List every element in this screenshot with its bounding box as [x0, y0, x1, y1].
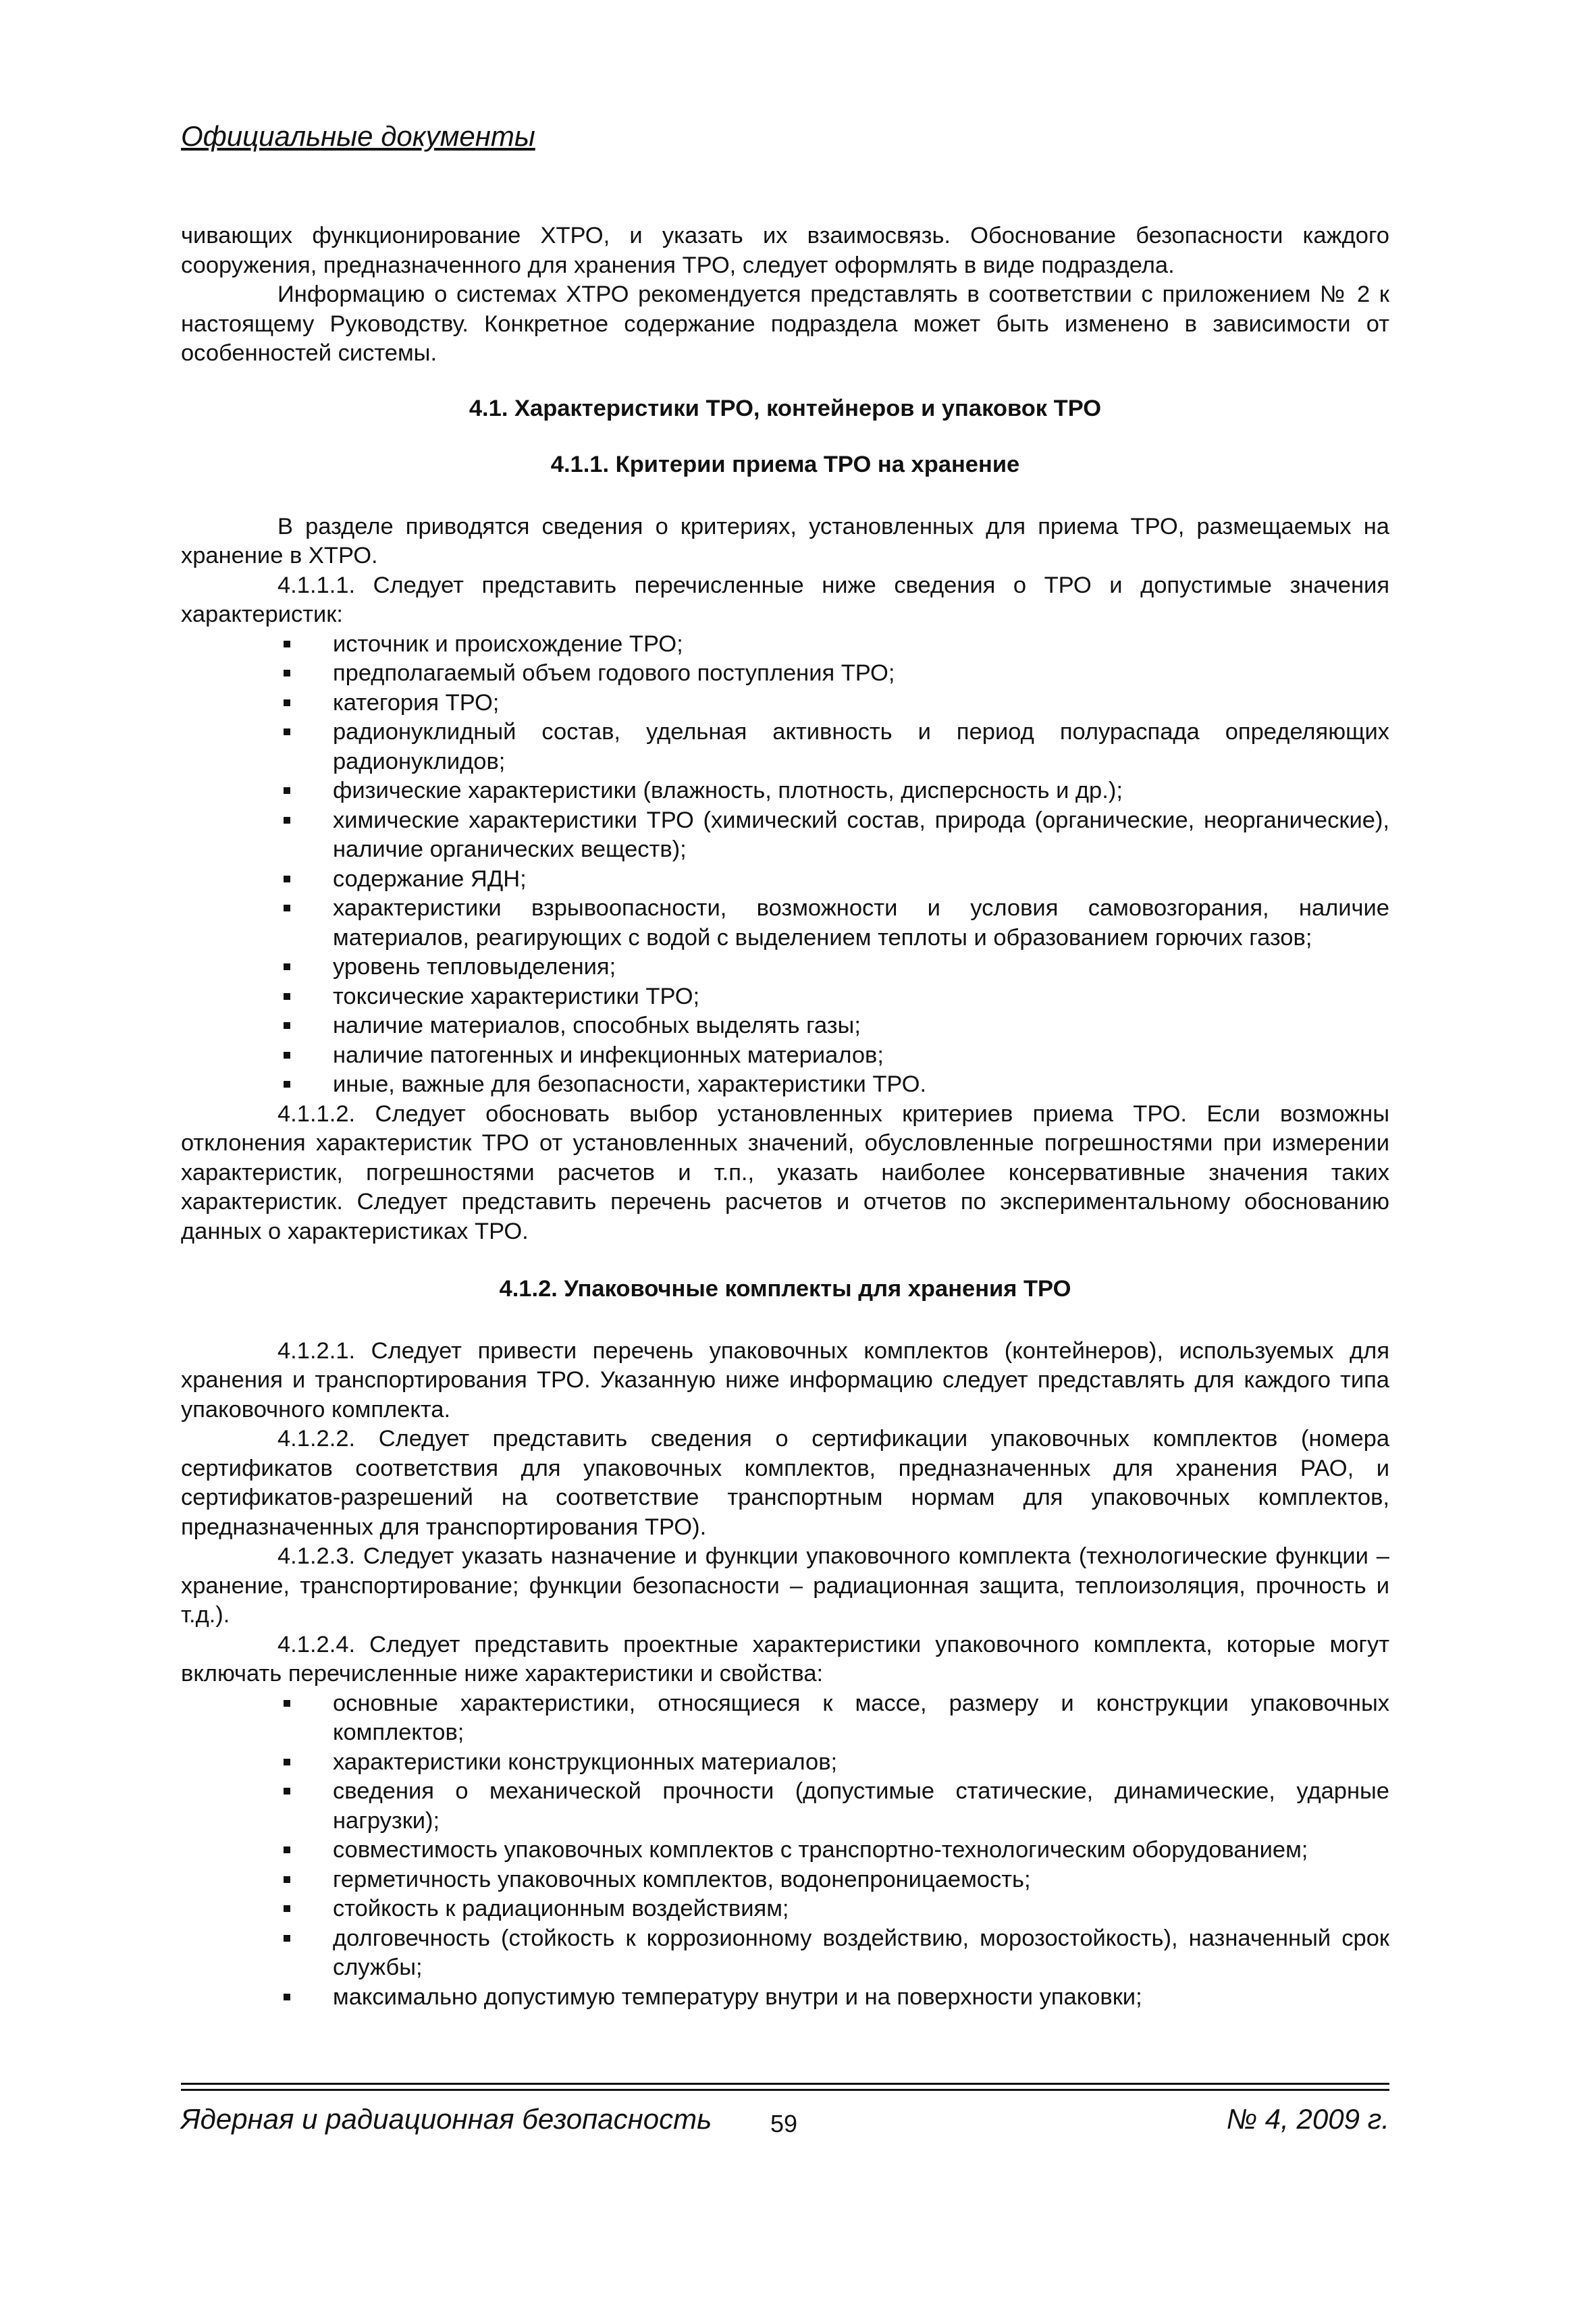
list-item: совместимость упаковочных комплектов с транспортно-технологическим оборудованием; — [181, 1836, 1389, 1865]
list-item: долговечность (стойкость к коррозионному воздействию, морозостойкость), назначенный срок службы; — [181, 1924, 1389, 1983]
list-item: предполагаемый объем годового поступления ТРО; — [181, 659, 1389, 689]
footer-rule — [181, 2089, 1389, 2091]
paragraph: 4.1.1.2. Следует обосновать выбор установленных критериев приема ТРО. Если возможны отклонения характеристик ТРО от установленных значений, обусловленные погрешностями при измерении характеристик, погрешностями расчетов и т.п., указать наиболее консервативные значения таких характеристик. Следует представить перечень расчетов и отчетов по экспериментальному обоснованию данных о характеристиках ТРО. — [181, 1100, 1389, 1244]
list-item: иные, важные для безопасности, характеристики ТРО. — [181, 1070, 1389, 1100]
paragraph: В разделе приводятся сведения о критериях, установленных для приема ТРО, размещаемых на хранение в ХТРО. — [181, 513, 1389, 568]
list-item: уровень тепловыделения; — [181, 953, 1389, 982]
list-item: характеристики конструкционных материалов; — [181, 1748, 1389, 1778]
list-item: наличие патогенных и инфекционных материалов; — [181, 1041, 1389, 1071]
issue-label: № 4, 2009 г. — [1226, 2103, 1389, 2135]
footer-rule — [181, 2083, 1389, 2085]
list-item: наличие материалов, способных выделять газы; — [181, 1011, 1389, 1041]
list-item: радионуклидный состав, удельная активность и период полураспада определяющих радионуклидов; — [181, 718, 1389, 776]
section-heading-4-1-1: 4.1.1. Критерии приема ТРО на хранение — [550, 452, 1020, 477]
paragraph: 4.1.2.1. Следует привести перечень упаковочных комплектов (контейнеров), используемых для хранения и транспортирования ТРО. Указанную ниже информацию следует представлять для каждого типа упаковочного комплекта. — [181, 1337, 1389, 1423]
list-item: содержание ЯДН; — [181, 865, 1389, 895]
document-body — [181, 221, 1389, 2012]
list-item: физические характеристики (влажность, плотность, дисперсность и др.); — [181, 776, 1389, 806]
list-item: стойкость к радиационным воздействиям; — [181, 1894, 1389, 1924]
paragraph: Информацию о системах ХТРО рекомендуется представлять в соответствии с приложением № 2 к настоящему Руководству. Конкретное содержание подраздела может быть изменено в зависимости от особенностей системы. — [181, 282, 1389, 366]
section-heading-4-1: 4.1. Характеристики ТРО, контейнеров и упаковок ТРО — [469, 395, 1102, 421]
page-number: 59 — [770, 2110, 798, 2137]
paragraph: 4.1.2.2. Следует представить сведения о сертификации упаковочных комплектов (номера сертификатов соответствия для упаковочных комплектов, предназначенных для хранения РАО, и сертификатов-разрешений на соответствие транспортным нормам для упаковочных комплектов, предназначенных для транспортирования ТРО). — [181, 1426, 1389, 1540]
paragraph: 4.1.1.1. Следует представить перечисленные ниже сведения о ТРО и допустимые значения характеристик: — [181, 572, 1389, 627]
list-item: герметичность упаковочных комплектов, водонепроницаемость; — [181, 1865, 1389, 1895]
list-item: категория ТРО; — [181, 689, 1389, 718]
list-item: токсические характеристики ТРО; — [181, 982, 1389, 1012]
list-item: источник и происхождение ТРО; — [181, 630, 1389, 660]
paragraph: 4.1.2.4. Следует представить проектные характеристики упаковочного комплекта, которые могут включать перечисленные ниже характеристики и свойства: — [181, 1631, 1389, 1686]
list-item: основные характеристики, относящиеся к массе, размеру и конструкции упаковочных комплектов; — [181, 1689, 1389, 1748]
page-footer — [181, 2103, 1389, 2144]
paragraph: чивающих функционирование ХТРО, и указать их взаимосвязь. Обоснование безопасности каждого сооружения, предназначенного для хранения ТРО, следует оформлять в виде подраздела. — [181, 223, 1389, 278]
list-item: сведения о механической прочности (допустимые статические, динамические, ударные нагрузки); — [181, 1777, 1389, 1836]
bullet-list-criteria — [181, 630, 1389, 1100]
running-header: Официальные документы — [181, 120, 535, 152]
list-item: химические характеристики ТРО (химический состав, природа (органические, неорганические), наличие органических веществ); — [181, 806, 1389, 865]
list-item: максимально допустимую температуру внутри и на поверхности упаковки; — [181, 1983, 1389, 2013]
section-heading-4-1-2: 4.1.2. Упаковочные комплекты для хранения ТРО — [499, 1276, 1071, 1302]
list-item: характеристики взрывоопасности, возможности и условия самовозгорания, наличие материалов, реагирующих с водой с выделением теплоты и образованием горючих газов; — [181, 894, 1389, 953]
journal-title: Ядерная и радиационная безопасность — [181, 2103, 712, 2135]
paragraph: 4.1.2.3. Следует указать назначение и функции упаковочного комплекта (технологические функции – хранение, транспортирование; функции безопасности – радиационная защита, теплоизоляция, прочность и т.д.). — [181, 1543, 1389, 1628]
bullet-list-package-properties — [181, 1689, 1389, 2013]
